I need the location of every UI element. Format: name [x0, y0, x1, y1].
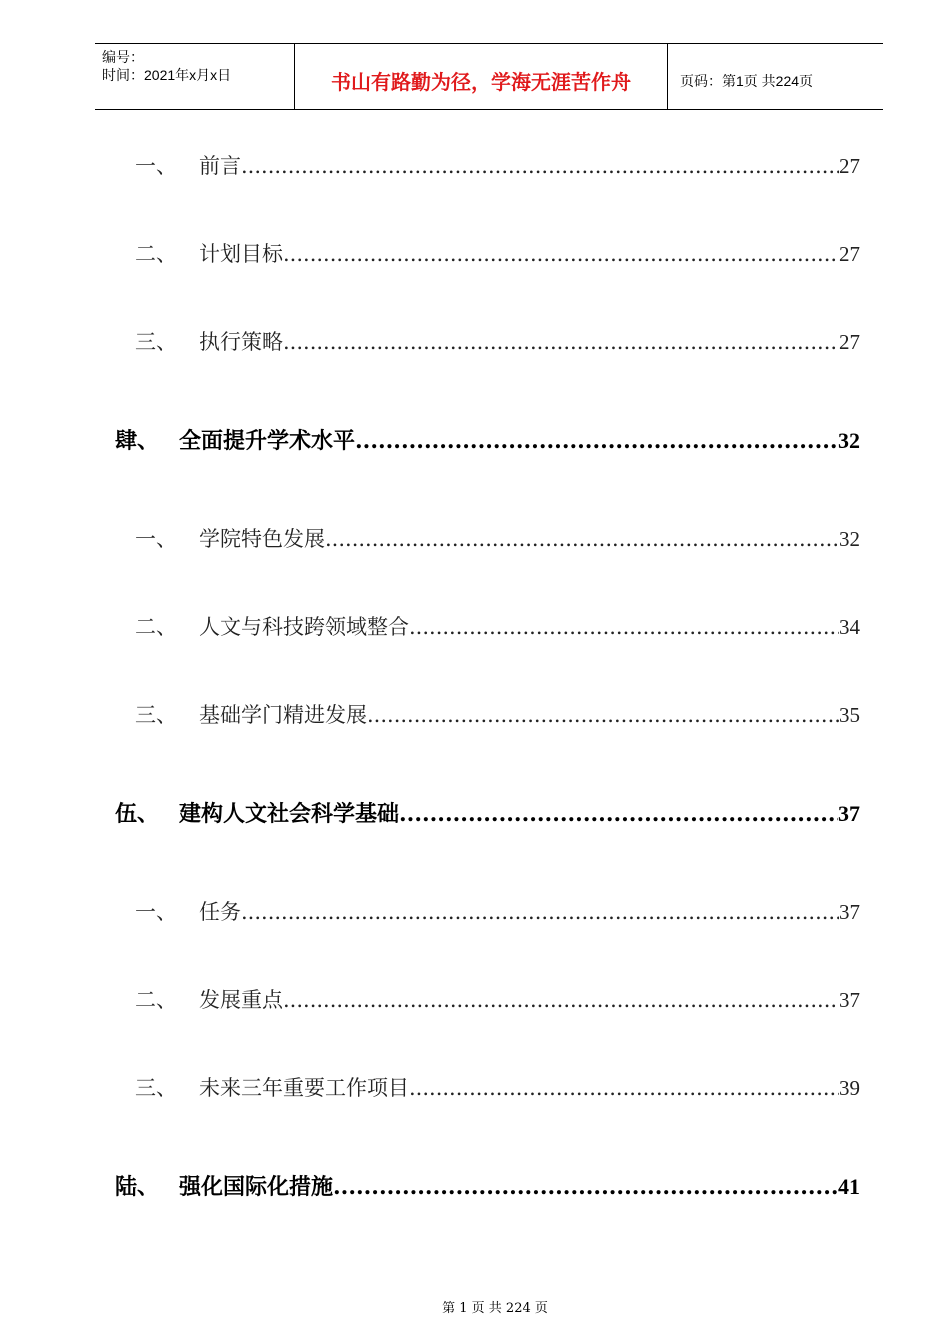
toc-entry-page: 32 [839, 527, 860, 551]
toc-entry[interactable] [135, 699, 860, 729]
toc-entry-number: 二、 [135, 615, 177, 639]
toc-entry-title: 基础学门精进发展 [199, 703, 367, 727]
toc-entry[interactable] [135, 896, 860, 926]
toc-entry[interactable] [135, 984, 860, 1014]
toc-entry[interactable] [135, 611, 860, 641]
toc-entry-title: 前言 [199, 154, 241, 178]
toc-dot-leader [355, 428, 838, 454]
toc-entry-title: 强化国际化措施 [179, 1174, 334, 1200]
toc-entry[interactable] [135, 1072, 860, 1102]
header-page-cell [668, 44, 883, 109]
toc-entry-title: 任务 [199, 900, 241, 924]
page-footer: 第 1 页 共 224 页 [442, 1301, 548, 1316]
toc-entry-number: 一、 [135, 900, 177, 924]
toc-entry-number: 三、 [135, 330, 177, 354]
toc-entry-title: 未来三年重要工作项目 [199, 1076, 409, 1100]
toc-entry-page: 41 [838, 1174, 860, 1199]
toc-entry-number: 三、 [135, 1076, 177, 1100]
toc-entry-number: 一、 [135, 527, 177, 551]
toc-dot-leader [241, 154, 839, 178]
toc-entry[interactable] [135, 150, 860, 180]
header-meta-cell [95, 44, 295, 109]
toc-entry[interactable] [135, 238, 860, 268]
toc-entry-page: 35 [839, 703, 860, 727]
toc-entry-number: 陆、 [115, 1174, 160, 1200]
toc-dot-leader [283, 330, 839, 354]
toc-entry-title: 学院特色发展 [199, 527, 325, 551]
header-motto: 书山有路勤为径，学海无涯苦作舟 [331, 70, 631, 94]
toc-entry[interactable] [135, 523, 860, 553]
header-motto-cell [295, 44, 668, 109]
toc-entry-title: 人文与科技跨领域整合 [199, 615, 409, 639]
toc-entry-title: 发展重点 [199, 988, 283, 1012]
toc-entry-page: 27 [839, 242, 860, 266]
toc-entry-page: 39 [839, 1076, 860, 1100]
toc-dot-leader [367, 703, 839, 727]
toc-entry-number: 一、 [135, 154, 177, 178]
toc-dot-leader [283, 988, 839, 1012]
document-code-label: 编号： [102, 49, 144, 65]
toc-dot-leader [399, 801, 838, 827]
toc-entry-title: 全面提升学术水平 [179, 428, 356, 454]
header-page-info: 页码：第1页 共224页 [680, 73, 814, 89]
toc-entry-number: 二、 [135, 988, 177, 1012]
toc-entry-page: 37 [839, 988, 860, 1012]
toc-entry-title: 计划目标 [199, 242, 283, 266]
toc-entry-number: 三、 [135, 703, 177, 727]
toc-entry-page: 27 [839, 154, 860, 178]
toc-dot-leader [409, 615, 839, 639]
toc-dot-leader [241, 900, 839, 924]
toc-entry-title: 建构人文社会科学基础 [179, 801, 400, 827]
toc-entry-title: 执行策略 [199, 330, 283, 354]
toc-entry-number: 肆、 [115, 428, 160, 454]
toc-entry[interactable] [135, 326, 860, 356]
toc-dot-leader [325, 527, 839, 551]
page-header [95, 43, 883, 110]
toc-entry-page: 37 [839, 900, 860, 924]
toc-entry[interactable] [115, 1170, 860, 1201]
toc-entry-page: 34 [839, 615, 860, 639]
toc-dot-leader [333, 1174, 838, 1200]
toc-entry[interactable] [115, 424, 860, 455]
toc-entry[interactable] [115, 797, 860, 828]
toc-entry-page: 37 [838, 801, 860, 826]
toc-dot-leader [409, 1076, 839, 1100]
toc-entry-number: 二、 [135, 242, 177, 266]
document-time-label: 时间：2021年x月x日 [102, 67, 232, 83]
toc-entry-page: 32 [838, 428, 860, 453]
toc-dot-leader [283, 242, 839, 266]
toc-entry-number: 伍、 [115, 801, 160, 827]
toc-entry-page: 27 [839, 330, 860, 354]
